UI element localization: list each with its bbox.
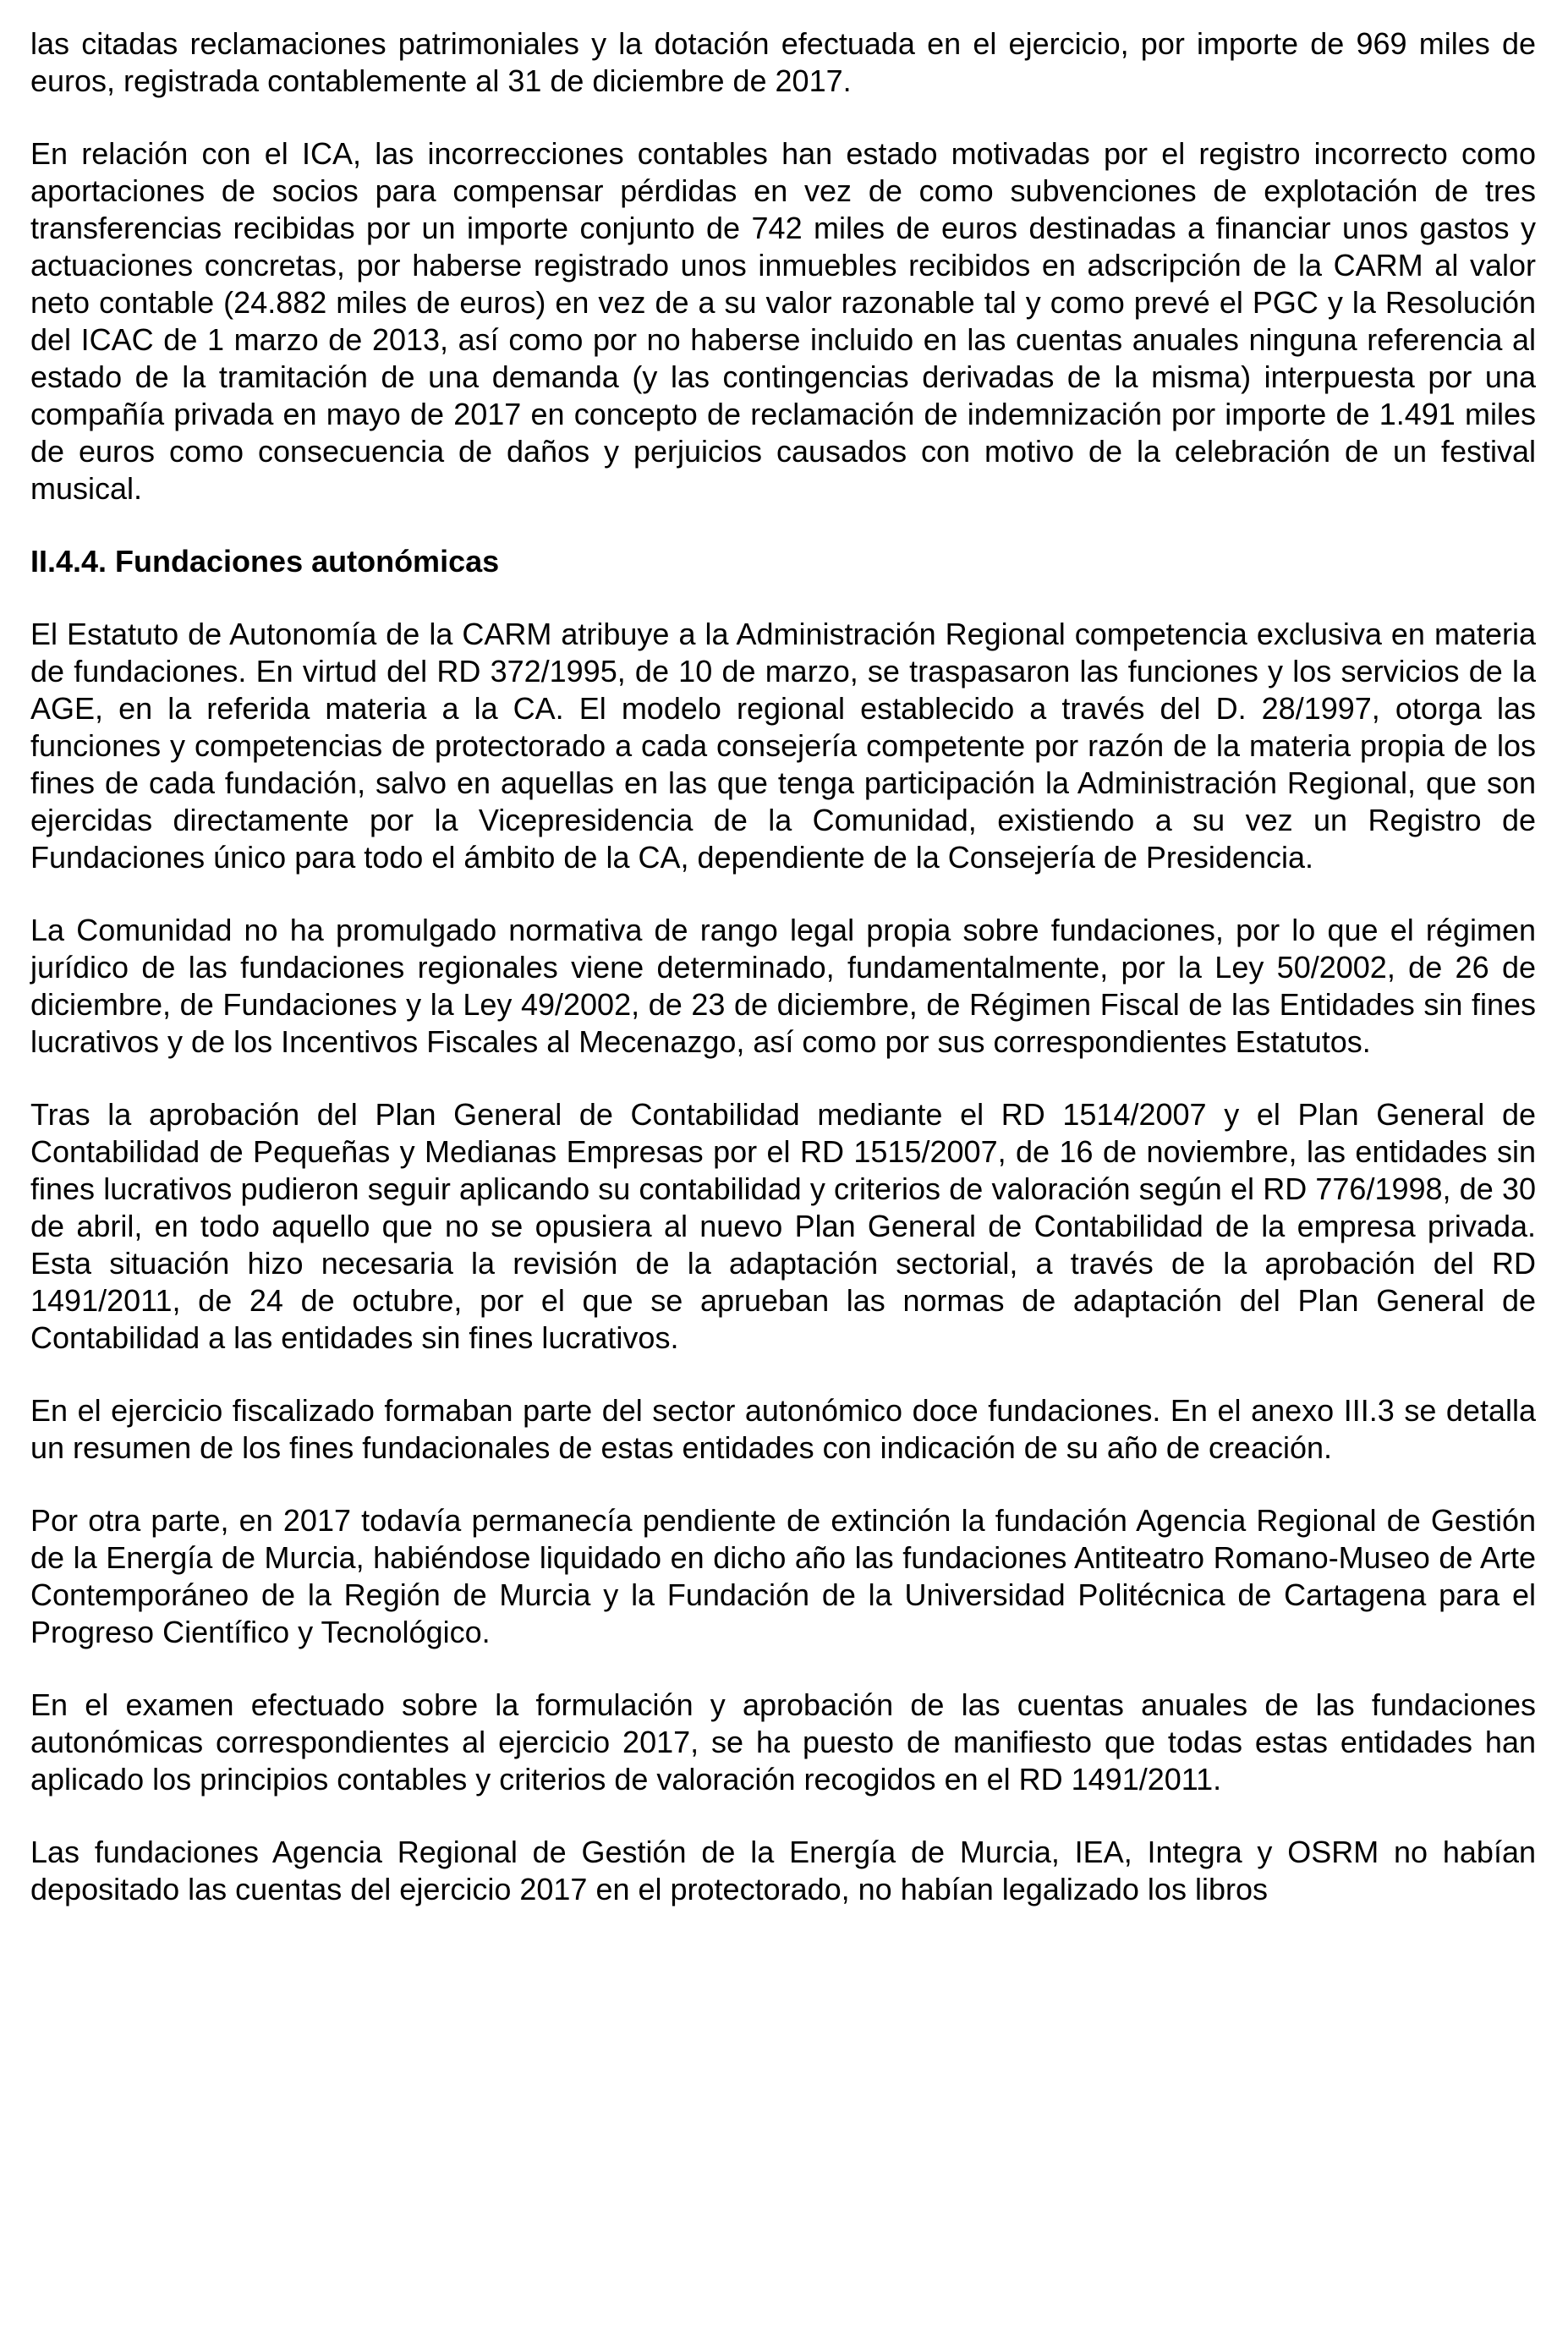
paragraph-examen: En el examen efectuado sobre la formulación y aprobación de las cuentas anuales de las fundaciones autonómicas correspondientes al ejercicio 2017, se ha puesto de manifiesto que todas estas entidades han aplicado los principios contables y criterios de valoración recogidos en el RD 1491/2011. <box>30 1687 1536 1797</box>
paragraph-plan-general: Tras la aprobación del Plan General de Contabilidad mediante el RD 1514/2007 y el Plan General de Contabilidad de Pequeñas y Medianas Empresas por el RD 1515/2007, de 16 de noviembre, las entidades sin fines lucrativos pudieron seguir aplicando su contabilidad y criterios de valoración según el RD 776/1998, de 30 de abril, en todo aquello que no se opusiera al nuevo Plan General de Contabilidad de la empresa privada. Esta situación hizo necesaria la revisión de la adaptación sectorial, a través de la aprobación del RD 1491/2011, de 24 de octubre, por el que se aprueban las normas de adaptación del Plan General de Contabilidad a las entidades sin fines lucrativos. <box>30 1097 1536 1355</box>
paragraph-deposito: Las fundaciones Agencia Regional de Gestión de la Energía de Murcia, IEA, Integra y OSRM no habían depositado las cuentas del ejercicio 2017 en el protectorado, no habían legalizado los libros <box>30 1835 1536 1906</box>
paragraph-reclamaciones: las citadas reclamaciones patrimoniales y la dotación efectuada en el ejercicio, por importe de 969 miles de euros, registrada contablemente al 31 de diciembre de 2017. <box>30 26 1536 98</box>
paragraph-doce-fundaciones: En el ejercicio fiscalizado formaban parte del sector autonómico doce fundaciones. En el anexo III.3 se detalla un resumen de los fines fundacionales de estas entidades con indicación de su año de creación. <box>30 1393 1536 1465</box>
paragraph-estatuto: El Estatuto de Autonomía de la CARM atribuye a la Administración Regional competencia exclusiva en materia de fundaciones. En virtud del RD 372/1995, de 10 de marzo, se traspasaron las funciones y los servicios de la AGE, en la referida materia a la CA. El modelo regional establecido a través del D. 28/1997, otorga las funciones y competencias de protectorado a cada consejería competente por razón de la materia propia de los fines de cada fundación, salvo en aquellas en las que tenga participación la Administración Regional, que son ejercidas directamente por la Vicepresidencia de la Comunidad, existiendo a su vez un Registro de Fundaciones único para todo el ámbito de la CA, dependiente de la Consejería de Presidencia. <box>30 617 1536 875</box>
paragraph-normativa: La Comunidad no ha promulgado normativa de rango legal propia sobre fundaciones, por lo que el régimen jurídico de las fundaciones regionales viene determinado, fundamentalmente, por la Ley 50/2002, de 26 de diciembre, de Fundaciones y la Ley 49/2002, de 23 de diciembre, de Régimen Fiscal de las Entidades sin fines lucrativos y de los Incentivos Fiscales al Mecenazgo, así como por sus correspondientes Estatutos. <box>30 913 1536 1059</box>
paragraph-ica: En relación con el ICA, las incorrecciones contables han estado motivadas por el registro incorrecto como aportaciones de socios para compensar pérdidas en vez de como subvenciones de explotación de tres transferencias recibidas por un importe conjunto de 742 miles de euros destinadas a financiar unos gastos y actuaciones concretas, por haberse registrado unos inmuebles recibidos en adscripción de la CARM al valor neto contable (24.882 miles de euros) en vez de a su valor razonable tal y como prevé el PGC y la Resolución del ICAC de 1 marzo de 2013, así como por no haberse incluido en las cuentas anuales ninguna referencia al estado de la tramitación de una demanda (y las contingencias derivadas de la misma) interpuesta por una compañía privada en mayo de 2017 en concepto de reclamación de indemnización por importe de 1.491 miles de euros como consecuencia de daños y perjuicios causados con motivo de la celebración de un festival musical. <box>30 136 1536 506</box>
paragraph-extincion: Por otra parte, en 2017 todavía permanecía pendiente de extinción la fundación Agencia Regional de Gestión de la Energía de Murcia, habiéndose liquidado en dicho año las fundaciones Antiteatro Romano-Museo de Arte Contemporáneo de la Región de Murcia y la Fundación de la Universidad Politécnica de Cartagena para el Progreso Científico y Tecnológico. <box>30 1503 1536 1649</box>
document-page <box>30 25 1536 1944</box>
section-heading: II.4.4. Fundaciones autonómicas <box>30 544 500 579</box>
